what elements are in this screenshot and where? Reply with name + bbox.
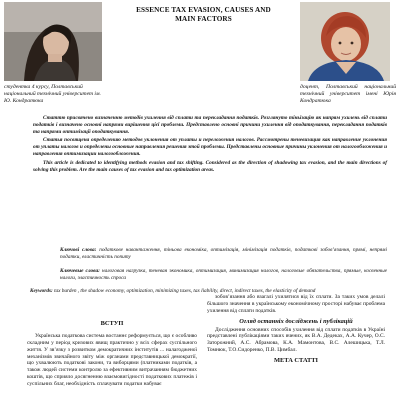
- review-heading: Огляд останніх досліджень і публікацій: [239, 317, 353, 325]
- abstract-ukrainian: Статтю присвячено визначенню методів ухилення від сплати та перекладання податків. Розглянуто тіньізацію як напрям ухилень від сплати податків і визначено основні напрями вирішення цієї проблеми. Представлено основні причини ухилення від оподаткування, перекладання податків та напрями оптимізації оподаткування.: [33, 115, 387, 135]
- review-text: Дослідження основних способів ухилення від сплати податків в Україні представлені публікаціями таких вчених, як В.А. Дедеках, А.А. Кучер, О.С. Заторожний, А.С. Абрамова, К.А. Мамонтова, В.С. Алешицька, Т.Л. Томнюк, Т.О.Сидоренко, П.В. Цимбал.: [207, 326, 385, 354]
- abstract-russian: Статья посвящена определению методов уклонения от уплаты и переложения налогов. Рассмотрены теневизация как направление уклонения от уплаты налогов и определены основные направления решения этой проблемы. Представлены основные причины уклонения от налогообложения и направления оптимизации налогообложения.: [33, 137, 387, 158]
- keywords-ukrainian-text: податкове навантаження, тіньова економіка, оптимізація, мінімізація податків, податкові зобов’язання, прямі, непрямі податки, еластичність попиту: [60, 247, 387, 260]
- author-caption-left: студентка 4 курсу, Полтавський національний технічний університет ім. Ю. Кондратюка: [4, 84, 101, 105]
- keywords-ukrainian-label: Ключові слова:: [60, 247, 97, 253]
- title-line-2: MAIN FACTORS: [175, 15, 232, 23]
- keywords-english-text: tax burden , the shadow economy, optimization, minimizing taxes, tax liability, direct, indirect taxes, the elasticity of demand: [54, 288, 316, 294]
- author-photo-young-woman: [4, 2, 102, 81]
- article-title: [136, 6, 271, 24]
- right-column-text: зобов’язання або взагалі ухилятися від їх сплати. За таких умов делалі більшого значення в українському економічному просторі набуває проблема ухилення від сплати податків.: [207, 294, 385, 314]
- author-photo-right: [300, 2, 390, 81]
- keywords-russian-text: налоговая нагрузка, теневая экономика, оптимизация, минимизация налогов, налоговые обязательства, прямые, косвенные налоги, эластичность спроса: [60, 268, 387, 281]
- author-photo-woman: [300, 2, 390, 81]
- title-line-1: ESSENCE TAX EVASION, CAUSES AND: [136, 6, 271, 14]
- abstract-section: [33, 115, 387, 175]
- keywords-english-label: Keywords:: [30, 288, 53, 294]
- author-caption-right: доцент, Полтавський національний технічний університет імені Юрія Кондратюка: [300, 84, 396, 105]
- abstract-english: This article is dedicated to identifying methods evasion and tax shifting. Considered as the direction of shadowing tax evasion, and the main directions of solving this problem. Are the main causes of tax evasion and tax optimization areas.: [33, 159, 387, 173]
- intro-text: Українська податкова система востаннє реформується, що є особливо складним у період кризових явищ практично у всіх сферах суспільного життя. У зв’язку з розвитком демократичних інститутів ... налагодженої механізмів звичайного звіту між органами представницької демократії, що ухвалюють податкові закони, та виборцями (платниками податків, а також людей системи контролю за ефективним витрачанням бюджетних коштів, що сприяло досягненню взаємовигідності податкових платежів і суспільних благ, необхідність сплачувати податки набуває: [27, 333, 197, 387]
- goal-heading: МЕТА СТАТТІ: [273, 356, 319, 364]
- intro-heading: ВСТУП: [100, 320, 124, 327]
- left-column: [27, 320, 197, 388]
- right-column: [207, 294, 385, 365]
- keywords-russian: [60, 268, 387, 282]
- keywords-russian-label: Ключевые слова:: [60, 268, 100, 274]
- keywords-ukrainian: [60, 247, 387, 261]
- author-photo-left: [4, 2, 102, 81]
